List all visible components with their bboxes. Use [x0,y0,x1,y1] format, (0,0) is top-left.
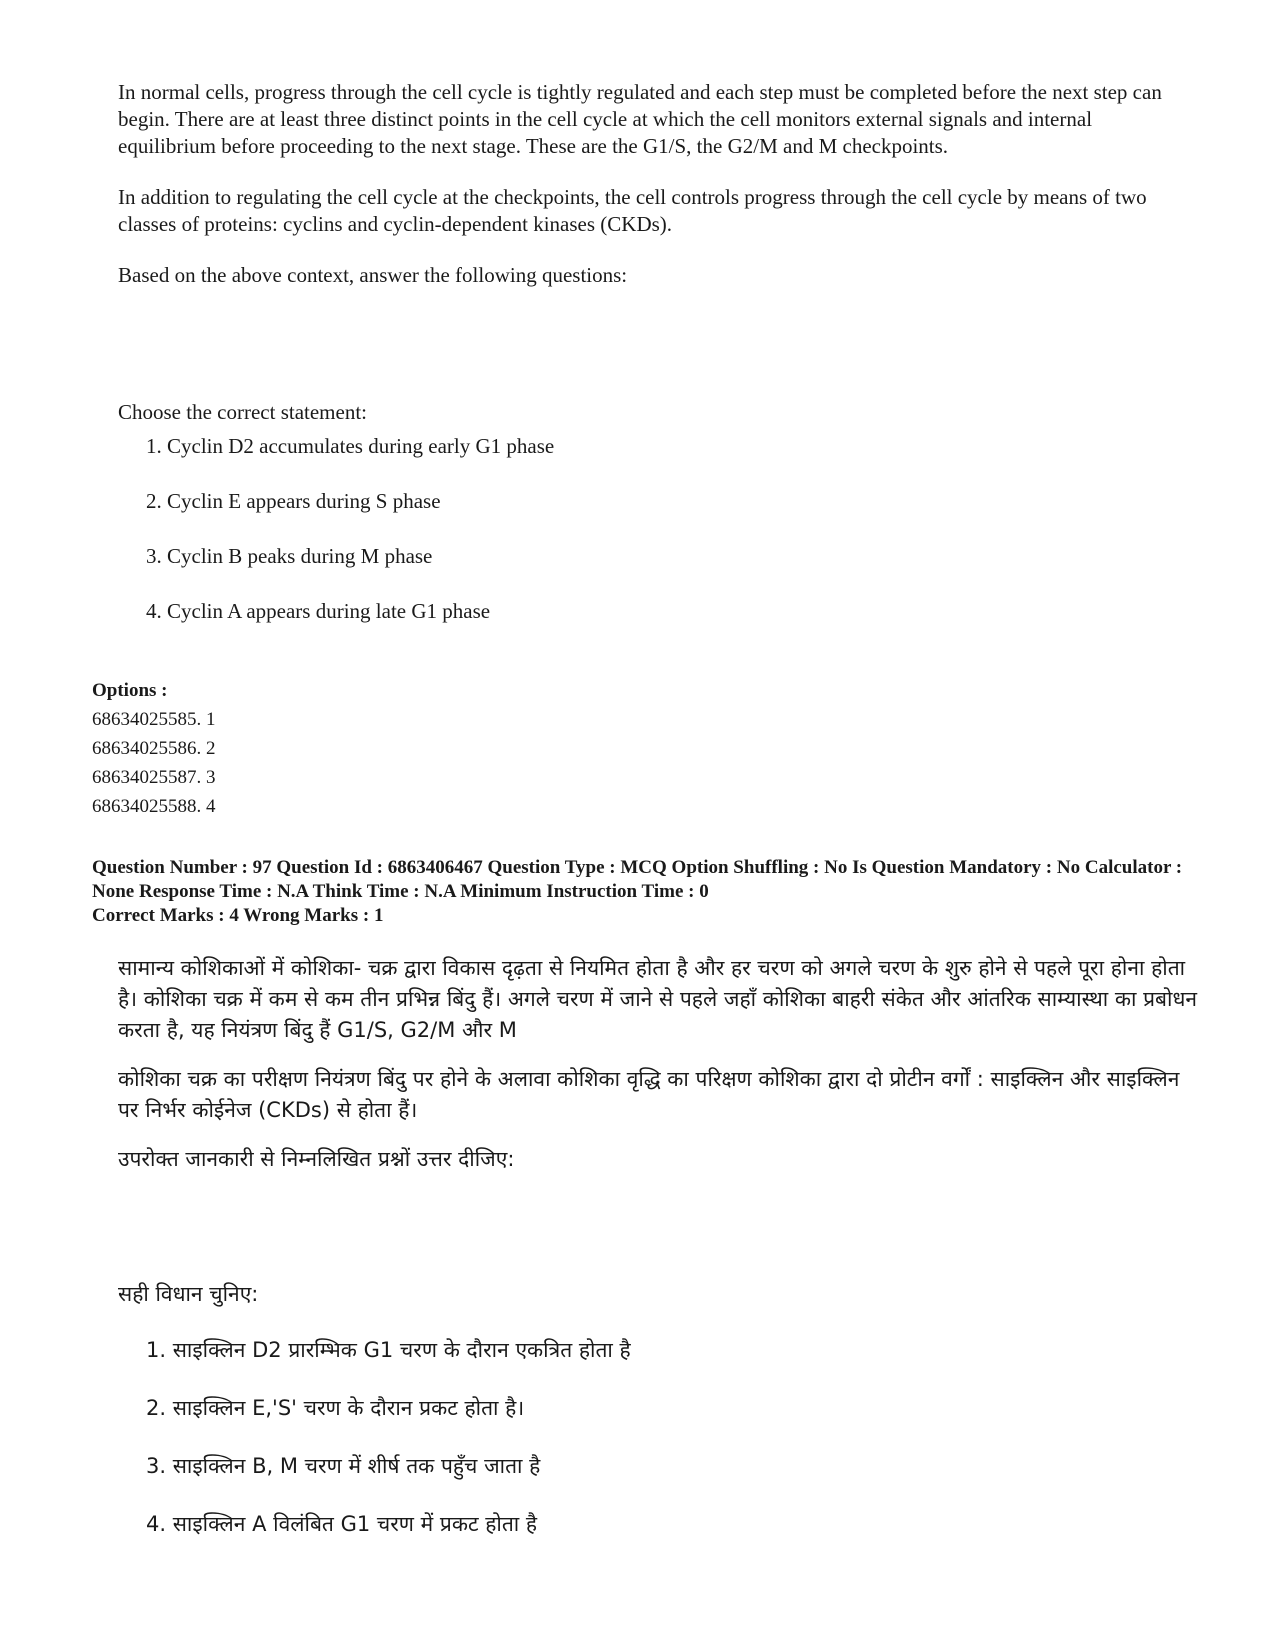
question-meta-line: Question Number : 97 Question Id : 6863406467 Question Type : MCQ Option Shuffling : No Is Question Mandatory : No Calculator : None Response Time : N.A Think Time : N.A Minimum Instruction Time : 0 [92,857,1183,902]
hindi-statement: 2. साइक्लिन E,'S' चरण के दौरान प्रकट होता है। [146,1396,525,1420]
hindi-paragraph-3: उपरोक्त जानकारी से निम्नलिखित प्रश्नों उत्तर दीजिए: [118,1147,515,1171]
hindi-paragraph-2: कोशिका चक्र का परीक्षण नियंत्रण बिंदु पर होने के अलावा कोशिका वृद्धि का परिक्षण कोशिका द्वारा दो प्रोटीन वर्गों : साइक्लिन और साइक्लिन पर निर्भर कोईनेज (CKDs) से होता हैं। [118,1067,1180,1122]
option-item: 68634025585. 1 [92,709,216,730]
english-statement: 1. Cyclin D2 accumulates during early G1 phase [146,434,555,458]
hindi-statement: 1. साइक्लिन D2 प्रारम्भिक G1 चरण के दौरान एकत्रित होता है [146,1338,631,1362]
options-heading: Options : [92,680,168,701]
option-item: 68634025588. 4 [92,796,216,817]
hindi-statement: 4. साइक्लिन A विलंबित G1 चरण में प्रकट होता है [146,1512,538,1536]
english-paragraph-2: In addition to regulating the cell cycle at the checkpoints, the cell controls progress through the cell cycle by means of two classes of proteins: cyclins and cyclin-dependent kinases (CKDs). [118,185,1147,236]
options-section [92,676,216,821]
english-context [118,79,1178,313]
hindi-context [118,953,1198,1193]
english-paragraph-1: In normal cells, progress through the cell cycle is tightly regulated and each step must be completed before the next step can begin. There are at least three distinct points in the cell cycle at which the cell monitors external signals and internal equilibrium before proceeding to the next stage. These are the G1/S, the G2/M and M checkpoints. [118,80,1162,158]
hindi-statement-list [146,1336,631,1568]
english-question-prompt: Choose the correct statement: [118,400,367,424]
english-statement: 4. Cyclin A appears during late G1 phase [146,599,491,623]
english-statement-list [146,434,554,654]
marks-line: Correct Marks : 4 Wrong Marks : 1 [92,905,384,926]
hindi-question-prompt: सही विधान चुनिए: [118,1282,259,1306]
english-paragraph-3: Based on the above context, answer the following questions: [118,263,628,287]
hindi-statement: 3. साइक्लिन B, M चरण में शीर्ष तक पहुँच जाता है [146,1454,541,1478]
option-item: 68634025586. 2 [92,738,216,759]
question-meta [92,856,1212,928]
option-item: 68634025587. 3 [92,767,216,788]
english-statement: 3. Cyclin B peaks during M phase [146,544,433,568]
hindi-paragraph-1: सामान्य कोशिकाओं में कोशिका- चक्र द्वारा विकास दृढ़ता से नियमित होता है और हर चरण को अगले चरण के शुरु होने से पहले पूरा होना होता है। कोशिका चक्र में कम से कम तीन प्रभिन्न बिंदु हैं। अगले चरण में जाने से पहले जहाँ कोशिका बाहरी संकेत और आंतरिक साम्यास्था का प्रबोधन करता है, यह नियंत्रण बिंदु हैं G1/S, G2/M और M [118,956,1198,1042]
english-statement: 2. Cyclin E appears during S phase [146,489,441,513]
